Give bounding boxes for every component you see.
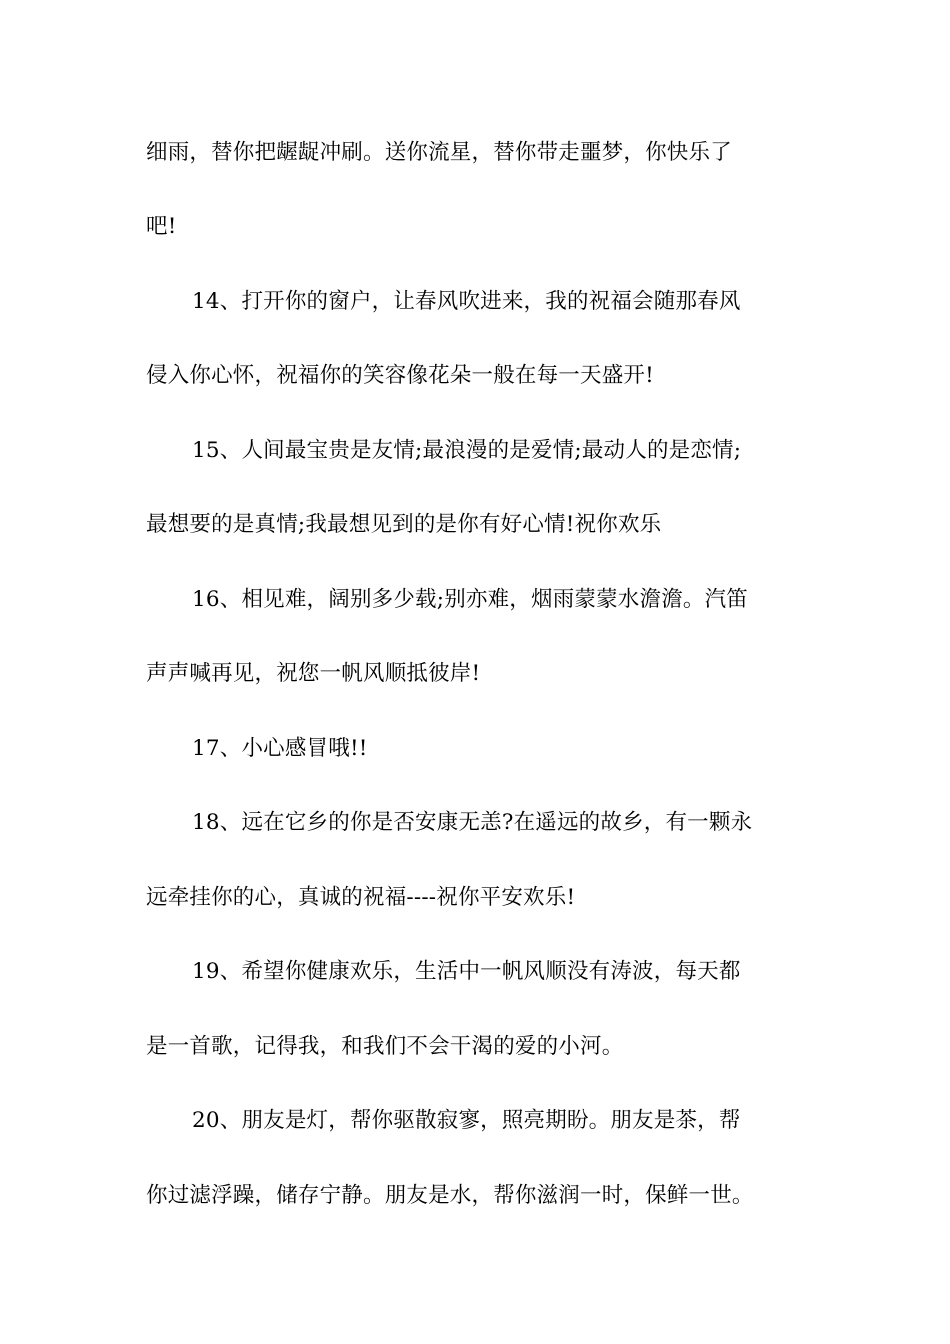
text-line-8: 声声喊再见，祝您一帆风顺抵彼岸! (146, 661, 481, 686)
text-line-14: 20、朋友是灯，帮你驱散寂寥，照亮期盼。朋友是茶，帮 (192, 1108, 741, 1133)
text-line-5: 15、人间最宝贵是友情;最浪漫的是爱情;最动人的是恋情; (192, 438, 742, 463)
text-line-11: 远牵挂你的心，真诚的祝福----祝你平安欢乐! (146, 885, 576, 910)
text-line-7: 16、相见难，阔别多少载;别亦难，烟雨蒙蒙水澹澹。汽笛 (192, 587, 749, 612)
text-line-3: 14、打开你的窗户，让春风吹进来，我的祝福会随那春风 (192, 289, 741, 314)
text-line-4: 侵入你心怀，祝福你的笑容像花朵一般在每一天盛开! (146, 363, 654, 388)
text-line-2: 吧! (146, 214, 177, 239)
text-line-1: 细雨，替你把龌龊冲刷。送你流星，替你带走噩梦，你快乐了 (146, 140, 732, 165)
text-line-6: 最想要的是真情;我最想见到的是你有好心情!祝你欢乐 (146, 512, 662, 537)
text-line-9: 17、小心感冒哦!! (192, 736, 368, 761)
text-line-10: 18、远在它乡的你是否安康无恙?在遥远的故乡，有一颗永 (192, 810, 753, 835)
text-line-12: 19、希望你健康欢乐，生活中一帆风顺没有涛波，每天都 (192, 959, 741, 984)
text-line-15: 你过滤浮躁，储存宁静。朋友是水，帮你滋润一时，保鲜一世。 (146, 1183, 754, 1208)
text-line-13: 是一首歌，记得我，和我们不会干渴的爱的小河。 (146, 1034, 624, 1059)
